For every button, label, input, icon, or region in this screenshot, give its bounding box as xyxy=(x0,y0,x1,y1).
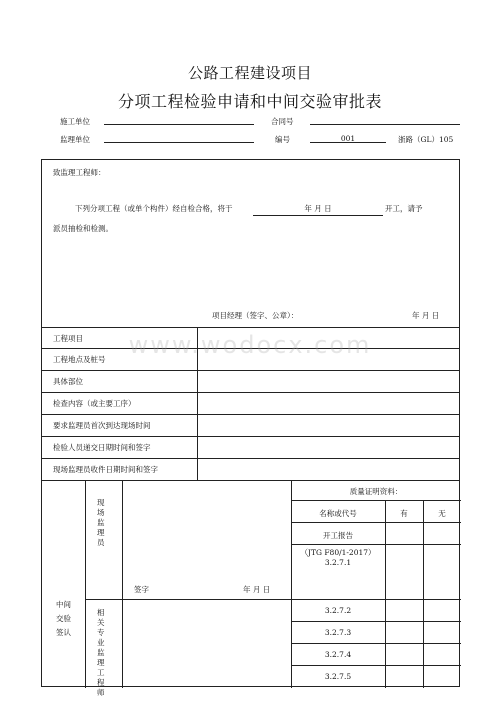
col-no-header: 无 xyxy=(438,509,446,518)
group-label-line2: 交验 xyxy=(56,614,71,623)
manager-signature-label: 项目经理（签字、公章）： xyxy=(212,311,299,320)
number-label: 编号 xyxy=(275,135,290,144)
request-body-part2: 开工，请予 xyxy=(385,204,423,213)
title-line1: 公路工程建设项目 xyxy=(187,64,312,82)
supervision-unit-label: 监理单位 xyxy=(60,135,90,144)
divider xyxy=(42,436,459,437)
request-body-part3: 派员抽检和检测。 xyxy=(53,224,113,233)
salutation: 致监理工程师： xyxy=(53,168,106,177)
row-label-location: 工程地点及桩号 xyxy=(53,355,106,364)
contract-no-label: 合同号 xyxy=(271,117,294,126)
divider xyxy=(291,643,461,644)
divider xyxy=(42,327,459,328)
quality-item: （JTG F80/1-2017） 3.2.7.1 xyxy=(300,548,376,567)
divider xyxy=(42,458,459,459)
row-label-arrival-time: 要求监理员首次到达现场时间 xyxy=(53,421,151,430)
divider xyxy=(42,480,459,481)
divider xyxy=(291,544,461,545)
row-label-part: 具体部位 xyxy=(53,377,83,386)
supervision-unit-field[interactable] xyxy=(104,142,254,143)
number-field[interactable] xyxy=(310,142,386,143)
row-label-content: 检查内容（或主要工序） xyxy=(53,399,136,408)
supervisor-sign-label: 签字 xyxy=(134,585,149,594)
request-body-part1: 下列分项工程（或单个构件）经自检合格，将于 xyxy=(75,204,233,213)
contract-no-field[interactable] xyxy=(310,124,460,125)
site-supervisor-label: 现场监理员 xyxy=(97,498,105,547)
group-label-line3: 签认 xyxy=(56,628,71,637)
divider xyxy=(291,599,461,600)
manager-signature-date: 年 月 日 xyxy=(412,311,440,320)
watermark: www.wodocx.com xyxy=(128,331,372,359)
divider xyxy=(42,370,459,371)
divider xyxy=(291,665,461,666)
title-line2: 分项工程检验申请和中间交验审批表 xyxy=(117,92,382,111)
divider xyxy=(291,500,461,501)
start-date-field[interactable]: 年 月 日 xyxy=(253,203,383,216)
quality-item: 3.2.7.2 xyxy=(324,606,352,615)
group-label-line1: 中间 xyxy=(56,600,71,609)
construction-unit-field[interactable] xyxy=(104,124,254,125)
number-value: 001 xyxy=(340,134,356,143)
col-yes-header: 有 xyxy=(400,509,408,518)
group-label xyxy=(42,598,85,640)
approval-form-table xyxy=(41,159,460,697)
quality-item: 3.2.7.4 xyxy=(324,650,352,659)
construction-unit-label: 施工单位 xyxy=(60,117,90,126)
divider xyxy=(122,480,123,688)
form-code: 浙路（GL）105 xyxy=(398,135,454,144)
col-name-header: 名称或代号 xyxy=(319,509,357,518)
divider xyxy=(85,599,291,600)
divider xyxy=(42,414,459,415)
row-label-submit-time: 检验人员递交日期时间和签字 xyxy=(53,443,151,452)
divider xyxy=(423,500,424,688)
divider xyxy=(291,621,461,622)
quality-header: 质量证明资料： xyxy=(349,487,403,496)
divider xyxy=(42,392,459,393)
divider xyxy=(85,480,86,688)
row-label-project: 工程项目 xyxy=(53,334,83,343)
divider xyxy=(385,500,386,688)
quality-item: 开工报告 xyxy=(323,531,353,540)
quality-item: 3.2.7.3 xyxy=(324,628,352,637)
quality-item: 3.2.7.5 xyxy=(324,672,352,681)
divider xyxy=(291,522,461,523)
supervisor-sign-date: 年 月 日 xyxy=(243,585,271,594)
row-label-receive-time: 现场监理员收件日期时间和签字 xyxy=(53,465,158,474)
specialist-engineer-label: 相关专业监理工程师 xyxy=(97,608,105,697)
